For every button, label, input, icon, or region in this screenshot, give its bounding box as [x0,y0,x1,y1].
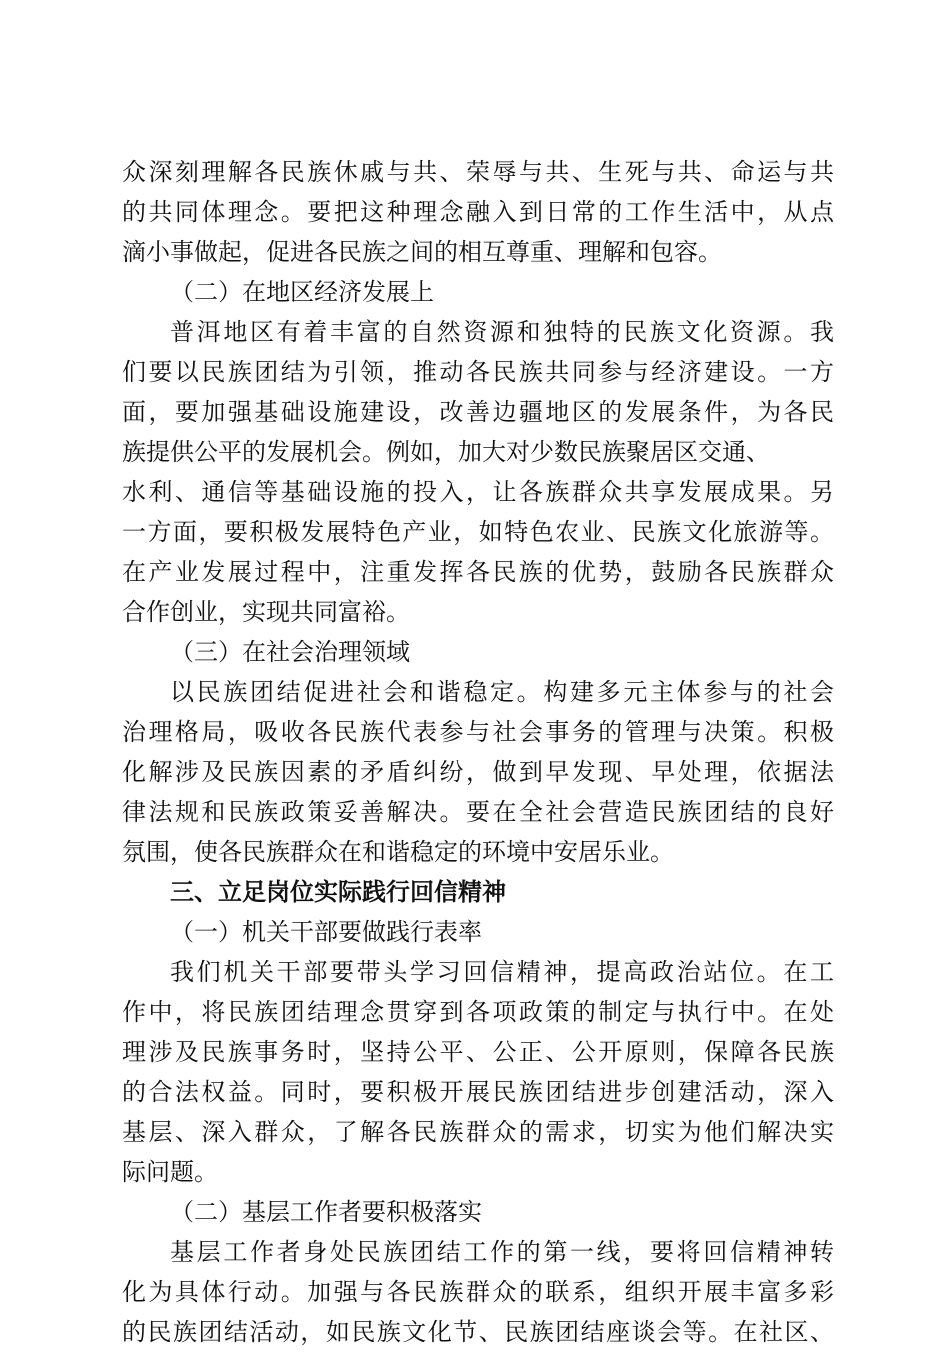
text-line: 众深刻理解各民族休戚与共、荣辱与共、生死与共、命运与共 [122,158,834,186]
paragraph-economy [122,312,834,632]
subheading-grassroots: （二）基层工作者要积极落实 [170,1198,482,1226]
text-line: 作中，将民族团结理念贯穿到各项政策的制定与执行中。在处 [122,998,834,1026]
document-body [122,152,834,1352]
text-line: 们要以民族团结为引领，推动各民族共同参与经济建设。一方 [122,358,834,386]
subheading-cadres: （一）机关干部要做践行表率 [170,918,482,946]
paragraph-governance [122,672,834,872]
text-line: 理涉及民族事务时，坚持公平、公正、公开原则，保障各民族 [122,1038,834,1066]
paragraph-grassroots [122,1232,834,1352]
text-line: 化为具体行动。加强与各民族群众的联系，组织开展丰富多彩 [122,1278,834,1306]
text-line: 的共同体理念。要把这种理念融入到日常的工作生活中，从点 [122,198,834,226]
text-line: 普洱地区有着丰富的自然资源和独特的民族文化资源。我 [170,318,834,346]
text-line: 以民族团结促进社会和谐稳定。构建多元主体参与的社会 [170,678,834,706]
text-line: 际问题。 [122,1158,218,1186]
text-line: 面，要加强基础设施建设，改善边疆地区的发展条件，为各民 [122,398,834,426]
text-line: 化解涉及民族因素的矛盾纠纷，做到早发现、早处理，依据法 [122,758,834,786]
text-line: 基层工作者身处民族团结工作的第一线，要将回信精神转 [170,1238,834,1266]
text-line: 基层、深入群众，了解各民族群众的需求，切实为他们解决实 [122,1118,834,1146]
text-line: 族提供公平的发展机会。例如，加大对少数民族聚居区交通、 [122,438,770,466]
text-line: 合作创业，实现共同富裕。 [122,598,410,626]
text-line: 治理格局，吸收各民族代表参与社会事务的管理与决策。积极 [122,718,834,746]
text-line: 水利、通信等基础设施的投入，让各族群众共享发展成果。另 [122,478,834,506]
text-line: 滴小事做起，促进各民族之间的相互尊重、理解和包容。 [122,238,722,266]
section-heading-3: 三、立足岗位实际践行回信精神 [170,878,506,906]
text-line: 律法规和民族政策妥善解决。要在全社会营造民族团结的良好 [122,798,834,826]
text-line: 一方面，要积极发展特色产业，如特色农业、民族文化旅游等。 [122,518,834,546]
text-line: 的合法权益。同时，要积极开展民族团结进步创建活动，深入 [122,1078,834,1106]
text-line: 我们机关干部要带头学习回信精神，提高政治站位。在工 [170,958,834,986]
subheading-governance: （三）在社会治理领域 [170,638,410,666]
text-line: 在产业发展过程中，注重发挥各民族的优势，鼓励各民族群众 [122,558,834,586]
paragraph-cadres [122,952,834,1192]
subheading-economy: （二）在地区经济发展上 [170,278,434,306]
text-line: 氛围，使各民族群众在和谐稳定的环境中安居乐业。 [122,838,674,866]
paragraph-unity-concept [122,152,834,272]
text-line: 的民族团结活动，如民族文化节、民族团结座谈会等。在社区、 [122,1318,834,1346]
